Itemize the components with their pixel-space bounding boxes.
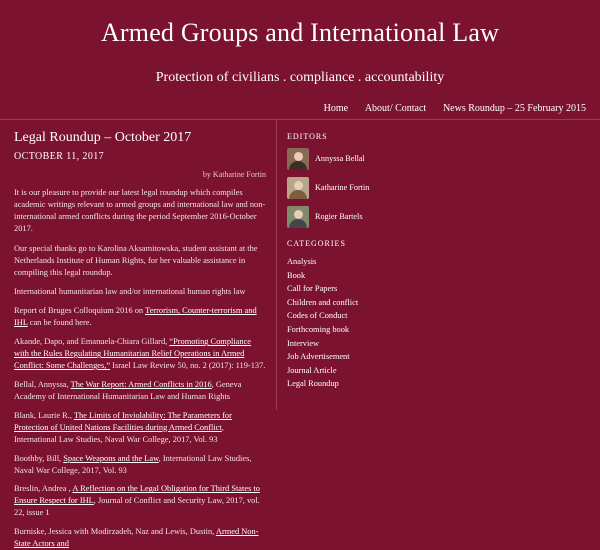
nav-item-home[interactable]: Home bbox=[323, 102, 349, 114]
list-item[interactable] bbox=[287, 350, 388, 364]
reference-item bbox=[14, 453, 266, 477]
reference-post: , Journal of Conflict and Security Law, 2017, vol. 22, issue 1 bbox=[14, 496, 260, 518]
category-link[interactable]: Job Advertisement bbox=[287, 352, 350, 362]
reference-link[interactable]: A Reflection on the Legal Obligation for Third States to Ensure Respect for IHL bbox=[14, 484, 260, 506]
reference-pre: Report of Bruges Colloquium 2016 on bbox=[14, 306, 146, 316]
avatar bbox=[287, 177, 309, 199]
editor-name[interactable]: Rogier Bartels bbox=[315, 212, 363, 222]
category-link[interactable]: Forthcoming book bbox=[287, 324, 350, 334]
main-column bbox=[14, 120, 276, 549]
reference-item bbox=[14, 410, 266, 446]
site-title[interactable]: Armed Groups and International Law bbox=[100, 18, 500, 47]
post-author: by Katharine Fortin bbox=[202, 169, 266, 179]
reference-post: , International Law Studies, Naval War College, 2017, Vol. 93 bbox=[14, 422, 224, 444]
reference-pre: Burniske, Jessica with Modirzadeh, Naz and Lewis, Dustin, bbox=[14, 527, 216, 537]
list-item[interactable] bbox=[287, 377, 388, 391]
reference-post: can be found here. bbox=[27, 318, 92, 328]
site-tagline: Protection of civilians . compliance . accountability bbox=[155, 69, 445, 85]
post-paragraph: Our special thanks go to Karolina Aksamitowska, student assistant at the Netherlands Institute of Human Rights, for her valuable assistance in compiling this legal roundup. bbox=[14, 243, 258, 278]
reference-post: , International Law Studies, Naval War College, 2017, Vol. 93 bbox=[14, 453, 252, 475]
list-item[interactable] bbox=[287, 323, 388, 337]
reference-pre: Breslin, Andrea , bbox=[14, 484, 73, 494]
post-paragraph: International humanitarian law and/or international human rights law bbox=[14, 287, 246, 297]
reference-link[interactable]: The Limits of Inviolability: The Parameters for Protection of United Nations Facilities during Armed Conflict bbox=[14, 410, 232, 432]
site-header bbox=[0, 0, 600, 92]
reference-post: Israel Law Review 50, no. 2 (2017): 119-137. bbox=[110, 361, 266, 371]
editor-item[interactable] bbox=[287, 177, 388, 199]
reference-item bbox=[14, 483, 266, 519]
post-date: OCTOBER 11, 2017 bbox=[14, 150, 105, 162]
reference-link[interactable]: Space Weapons and the Law bbox=[63, 453, 159, 463]
categories-list bbox=[287, 255, 388, 391]
category-link[interactable]: Book bbox=[287, 270, 306, 280]
editors-widget-title: EDITORS bbox=[287, 131, 328, 141]
category-link[interactable]: Analysis bbox=[287, 256, 317, 266]
editor-name[interactable]: Katharine Fortin bbox=[315, 183, 370, 193]
reference-pre: Blank, Laurie R., bbox=[14, 410, 74, 420]
reference-pre: Akande, Dapo, and Emanuela-Chiara Gillard, bbox=[14, 337, 170, 347]
reference-pre: Bellal, Annyssa, bbox=[14, 380, 71, 389]
reference-item bbox=[14, 336, 266, 372]
avatar bbox=[287, 148, 309, 170]
editor-name[interactable]: Annyssa Bellal bbox=[315, 154, 365, 164]
list-item[interactable] bbox=[287, 282, 388, 296]
primary-nav bbox=[0, 102, 600, 120]
list-item[interactable] bbox=[287, 337, 388, 351]
nav-item-news-roundup[interactable]: News Roundup – 25 February 2015 bbox=[442, 102, 586, 114]
category-link[interactable]: Children and conflict bbox=[287, 297, 359, 307]
avatar bbox=[287, 206, 309, 228]
tagline-wrap bbox=[0, 70, 600, 86]
post-paragraph: It is our pleasure to provide our latest legal roundup which compiles academic writings relevant to armed groups and international law and non-international armed conflicts during the period September 2016-October 2017. bbox=[14, 187, 266, 234]
post-title[interactable]: Legal Roundup – October 2017 bbox=[14, 129, 192, 145]
list-item[interactable] bbox=[287, 255, 388, 269]
reference-item bbox=[14, 526, 266, 550]
reference-item bbox=[14, 305, 266, 329]
category-link[interactable]: Interview bbox=[287, 338, 320, 348]
content-wrap bbox=[0, 120, 600, 549]
list-item[interactable] bbox=[287, 269, 388, 283]
reference-pre: Boothby, Bill, bbox=[14, 453, 64, 463]
editor-item[interactable] bbox=[287, 148, 388, 170]
category-link[interactable]: Call for Papers bbox=[287, 284, 338, 294]
list-item[interactable] bbox=[287, 309, 388, 323]
editor-item[interactable] bbox=[287, 206, 388, 228]
nav-item-about-contact[interactable]: About/ Contact bbox=[364, 102, 427, 114]
reference-link[interactable]: Terrorism, Counter-terrorism and IHL bbox=[14, 306, 257, 328]
sidebar bbox=[276, 120, 388, 410]
reference-post: , Geneva Academy of International Humanitarian Law and Human Rights bbox=[14, 380, 242, 401]
reference-link[interactable]: The War Report: Armed Conflicts in 2016 bbox=[70, 380, 212, 389]
reference-item bbox=[14, 379, 266, 403]
category-link[interactable]: Codes of Conduct bbox=[287, 311, 348, 321]
category-link[interactable]: Journal Article bbox=[287, 365, 337, 375]
reference-link[interactable]: Armed Non-State Actors and bbox=[14, 527, 259, 549]
category-link[interactable]: Legal Roundup bbox=[287, 379, 339, 389]
reference-link[interactable]: “Promoting Compliance with the Rules Regulating Humanitarian Relief Operations in Armed Conflict: Some Challenges,” bbox=[14, 337, 252, 371]
categories-widget-title: CATEGORIES bbox=[287, 238, 346, 248]
list-item[interactable] bbox=[287, 364, 388, 378]
list-item[interactable] bbox=[287, 296, 388, 310]
